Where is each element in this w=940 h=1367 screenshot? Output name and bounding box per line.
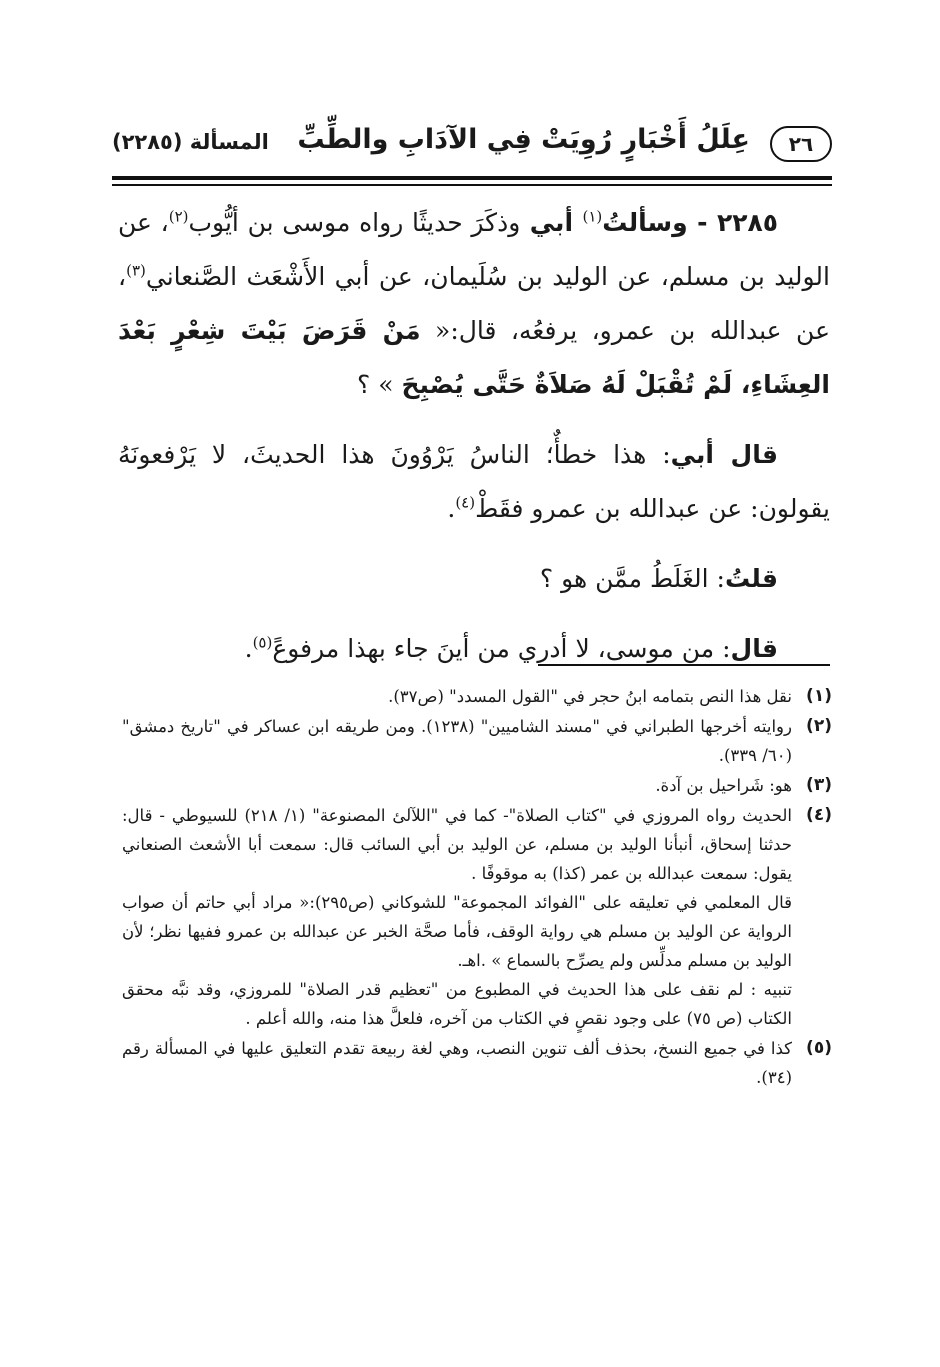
hadith-text: مَنْ قَرَضَ بَيْتَ شِعْرٍ بَعْدَ العِشَاءِ، لَمْ تُقْبَلْ لَهُ صَلاَةٌ حَتَّى يُصْبِحَ xyxy=(118,316,830,399)
footnote-ref-2[interactable]: (٢) xyxy=(168,207,189,226)
footnote-ref-3[interactable]: (٣) xyxy=(126,261,146,280)
main-text xyxy=(118,196,830,676)
footnote-ref-4[interactable]: (٤) xyxy=(455,493,476,512)
question-text-4: » ؟ xyxy=(357,370,402,399)
footnote-number: (٥) xyxy=(806,1038,832,1058)
footnote-ref-5[interactable]: (٥) xyxy=(252,633,273,652)
page-number-badge: ٢٦ xyxy=(770,126,832,162)
page-header xyxy=(112,122,832,172)
issue-number: ٢٢٨٥ - وسألتُ xyxy=(602,208,778,237)
footnote-text: روايته أخرجها الطبراني في "مسند الشاميين" (١٢٣٨). ومن طريقه ابن عساكر في "تاريخ دمشق" (٦٠/ ٣٣٩). xyxy=(122,717,792,765)
answer-text-1: : هذا خطأٌ؛ الناسُ يَرْوُونَ هذا الحديثَ، لا يَرْفعونَهُ يقولون: عن عبدالله بن عمرو فقَطْ xyxy=(118,440,830,523)
question-text-1: وذكَرَ حديثًا رواه موسى بن أيُّوب xyxy=(188,208,521,237)
followup-label: قلتُ xyxy=(724,564,778,593)
footnote xyxy=(122,1034,832,1092)
footnote-text: هو: شَراحيل بن آدة. xyxy=(655,776,792,795)
footnote-text: الحديث رواه المروزي في "كتاب الصلاة"- كما في "اللآلئ المصنوعة" (١/ ٢١٨) للسيوطي - قال: حدثنا إسحاق، أنبأنا الوليد بن مسلم، عن الوليد بن أبي السائب قال: سمعت أبا الأشعث الصنعاني يقول: سمعت عبدالله بن عمر (كذا) به موقوفًا . xyxy=(122,806,792,883)
running-title: عِلَلُ أَخْبَارٍ رُوِيَتْ فِي الآدَابِ والطِّبِّ xyxy=(297,124,750,155)
answer-text-2: . xyxy=(447,494,456,523)
answer-paragraph xyxy=(118,428,830,536)
followup-answer-text: : من موسى، لا أدري من أينَ جاء بهذا مرفوعً xyxy=(272,634,731,663)
footnote xyxy=(122,712,832,770)
footnote xyxy=(122,771,832,800)
footnote xyxy=(122,682,832,711)
footnote-text: كذا في جميع النسخ، بحذف ألف تنوين النصب، وهي لغة ربيعة تقدم التعليق عليها في المسألة رقم (٣٤). xyxy=(122,1039,792,1087)
followup-answer-label: قال xyxy=(730,634,778,663)
footnote-number: (٤) xyxy=(806,805,832,825)
header-rule-thin xyxy=(112,184,832,186)
followup-text: : الغَلَطُ ممَّن هو ؟ xyxy=(539,564,725,593)
speaker-abi: أبي xyxy=(520,208,583,237)
header-rule-thick xyxy=(112,176,832,180)
question-paragraph xyxy=(118,196,830,412)
footnote-number: (٣) xyxy=(806,775,832,795)
footnote-text: قال المعلمي في تعليقه على "الفوائد المجموعة" للشوكاني (ص٢٩٥):« مراد أبي حاتم أن صواب الرواية عن الوليد بن مسلم هي رواية الوقف، فأما صحَّة الخبر عن عبدالله بن عمرو ففيها نظر؛ لأن الوليد بن مسلم مدلِّس ولم يصرِّح بالسماع » .اهـ. xyxy=(122,893,793,970)
footnote-number: (١) xyxy=(806,686,832,706)
question-text-3: ، عن عبدالله بن عمرو، يرفعُه، قال:« xyxy=(118,262,830,345)
question-text-2: ، عن الوليد بن مسلم، عن الوليد بن سُلَيمان، عن أبي الأَشْعَث الصَّنعاني xyxy=(118,208,830,291)
answer-label: قال أبي xyxy=(670,440,778,469)
footnote xyxy=(122,801,832,1033)
footnote-separator xyxy=(538,664,830,666)
footnote-ref-1[interactable]: (١) xyxy=(582,207,603,226)
followup-answer-end: . xyxy=(244,634,253,663)
followup-answer xyxy=(118,622,830,676)
footnotes xyxy=(122,682,832,1093)
followup-question xyxy=(118,552,830,606)
issue-label: المسألة (٢٢٨٥) xyxy=(112,130,269,154)
footnote-number: (٢) xyxy=(806,716,832,736)
footnote-text: نقل هذا النص بتمامه ابنُ حجر في "القول المسدد" (ص٣٧). xyxy=(388,687,792,706)
footnote-text: تنبيه : لم نقف على هذا الحديث في المطبوع من "تعظيم قدر الصلاة" للمروزي، وقد نبَّه محقق الكتاب (ص ٧٥) على وجود نقصٍ في الكتاب من آخره، فلعلَّ هذا منه، والله أعلم . xyxy=(122,980,792,1028)
